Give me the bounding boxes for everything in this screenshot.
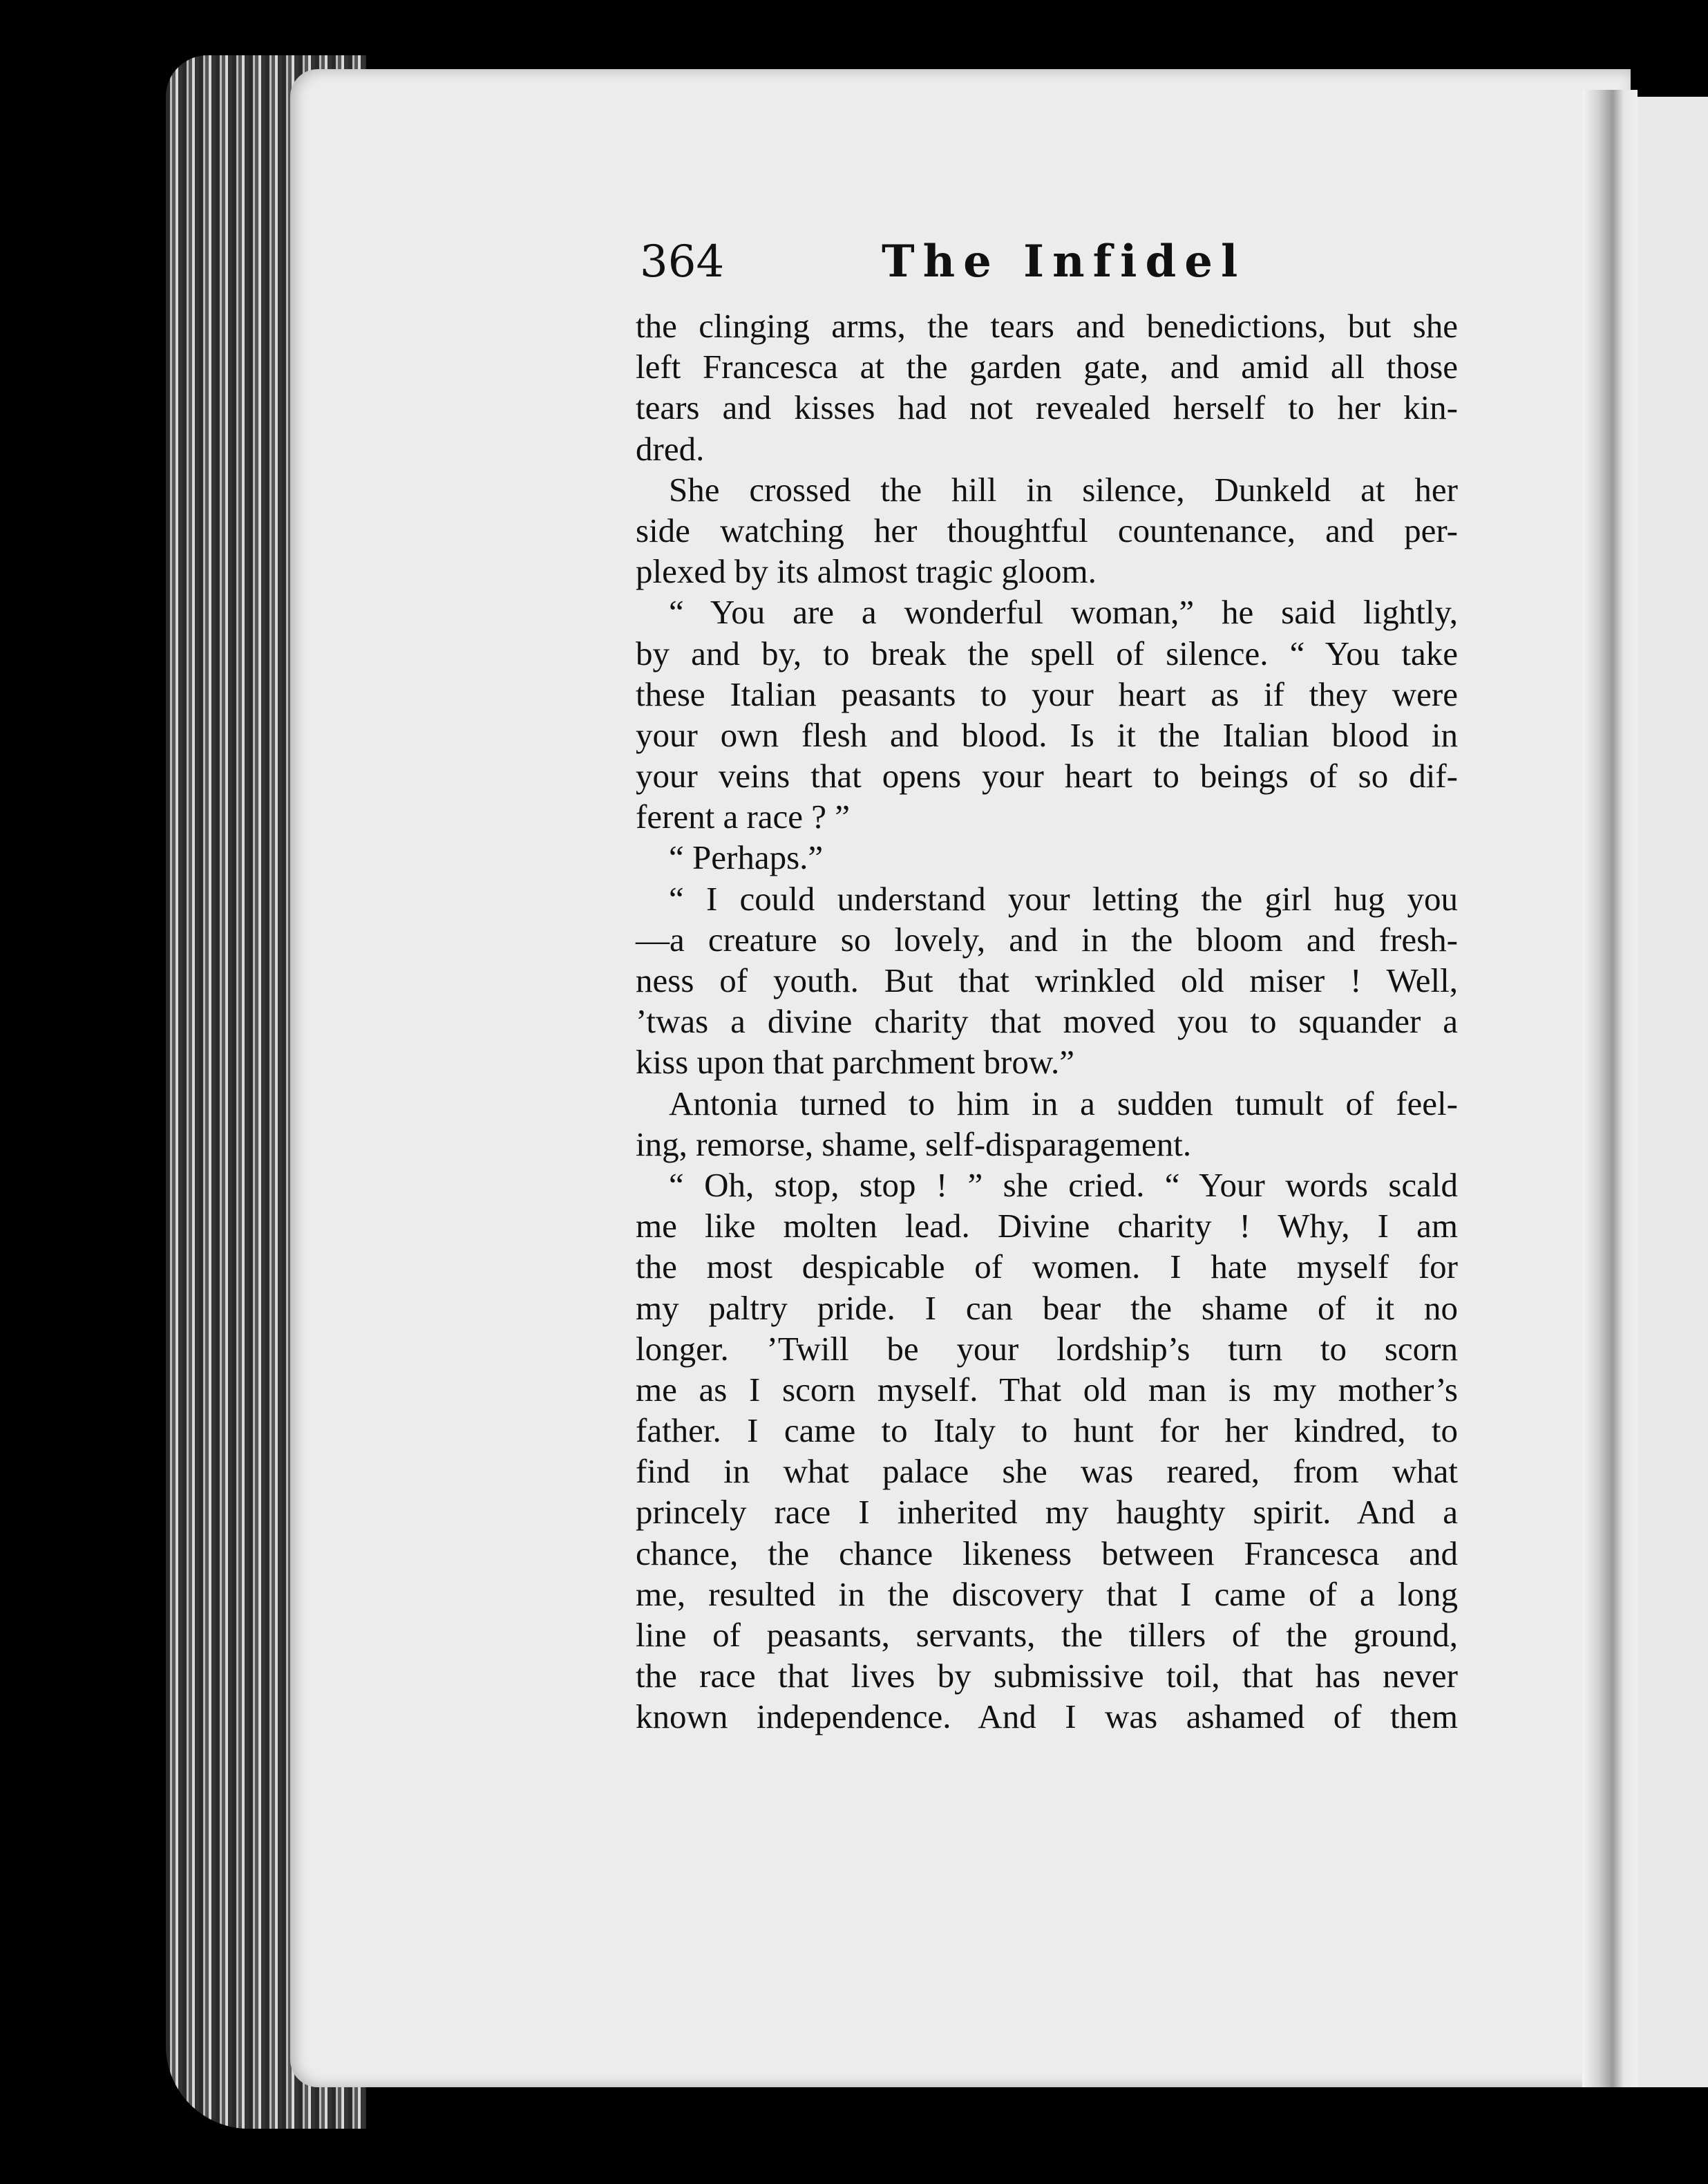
text-line: father. I came to Italy to hunt for her kindred, to — [636, 1411, 1458, 1450]
text-line: —a creature so lovely, and in the bloom and fresh- — [636, 920, 1458, 959]
text-line: the race that lives by submissive toil, that has never — [636, 1657, 1458, 1695]
text-line: “ Perhaps.” — [669, 838, 824, 877]
text-line: Antonia turned to him in a sudden tumult of feel- — [669, 1084, 1458, 1122]
text-line: left Francesca at the garden gate, and amid all those — [636, 348, 1458, 386]
page-number: 364 — [640, 236, 725, 288]
text-line: She crossed the hill in silence, Dunkeld at her — [669, 470, 1458, 509]
text-line: my paltry pride. I can bear the shame of it no — [636, 1288, 1458, 1327]
text-line: “ I could understand your letting the girl hug you — [669, 879, 1458, 918]
text-line: longer. ’Twill be your lordship’s turn to scorn — [636, 1329, 1458, 1368]
text-line: plexed by its almost tragic gloom. — [636, 552, 1097, 591]
text-line: me as I scorn myself. That old man is my mother’s — [636, 1370, 1458, 1409]
text-line: “ Oh, stop, stop ! ” she cried. “ Your words scald — [669, 1165, 1458, 1204]
text-line: “ You are a wonderful woman,” he said lightly, — [669, 593, 1458, 632]
text-line: me like molten lead. Divine charity ! Why, I am — [636, 1207, 1458, 1245]
text-line: tears and kisses had not revealed herself to her kin- — [636, 388, 1458, 427]
text-line: princely race I inherited my haughty spirit. And a — [636, 1493, 1458, 1532]
text-line: ’twas a divine charity that moved you to squander a — [636, 1002, 1458, 1041]
page-header — [640, 231, 1455, 293]
text-line: ing, remorse, shame, self-disparagement. — [636, 1124, 1192, 1163]
facing-page-strip — [1638, 97, 1708, 2087]
text-line: line of peasants, servants, the tillers of the ground, — [636, 1616, 1458, 1654]
text-line: the most despicable of women. I hate myself for — [636, 1248, 1458, 1286]
text-line: your veins that opens your heart to beings of so dif- — [636, 757, 1458, 796]
text-line: find in what palace she was reared, from what — [636, 1452, 1458, 1491]
text-line: kiss upon that parchment brow.” — [636, 1043, 1075, 1082]
text-line: the clinging arms, the tears and benedictions, but she — [636, 307, 1458, 345]
text-line: ness of youth. But that wrinkled old miser ! Well, — [636, 961, 1458, 999]
running-title: The Infidel — [882, 236, 1246, 288]
text-line: by and by, to break the spell of silence. “ You take — [636, 634, 1458, 672]
text-line: known independence. And I was ashamed of them — [636, 1697, 1458, 1736]
text-line: chance, the chance likeness between Francesca and — [636, 1534, 1458, 1572]
gutter-shadow — [1582, 90, 1638, 2087]
text-line: ferent a race ? ” — [636, 798, 851, 836]
text-line: side watching her thoughtful countenance, and per- — [636, 511, 1458, 549]
text-line: these Italian peasants to your heart as if they were — [636, 675, 1458, 713]
text-line: your own flesh and blood. Is it the Italian blood in — [636, 715, 1458, 754]
body-text — [636, 305, 1458, 1738]
text-line: dred. — [636, 429, 705, 468]
text-line: me, resulted in the discovery that I came of a long — [636, 1574, 1458, 1613]
